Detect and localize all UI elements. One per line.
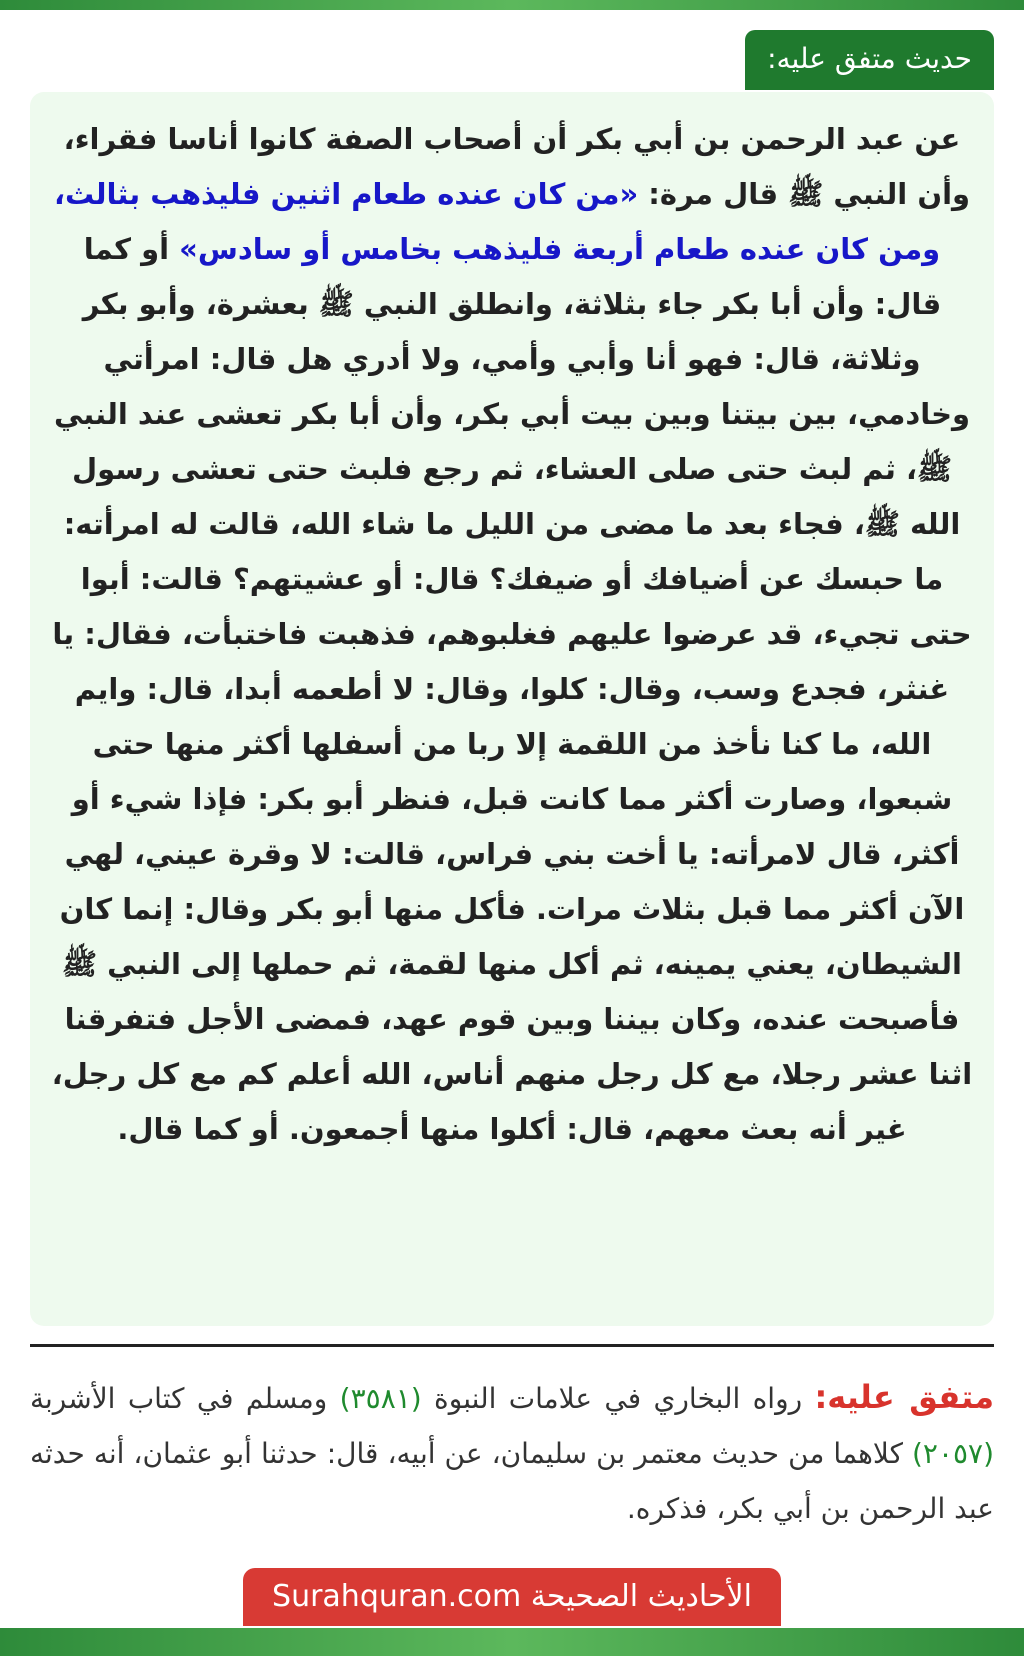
bottom-decor-bar	[0, 1628, 1024, 1656]
muslim-number: (٢٠٥٧)	[911, 1437, 994, 1470]
source-text-3: كلاهما من حديث معتمر بن سليمان، عن أبيه، قال: حدثنا أبو عثمان، أنه حدثه عبد الرحمن بن أبي بكر، فذكره.	[30, 1437, 994, 1525]
source-label: متفق عليه:	[814, 1378, 995, 1416]
source-text-2: ومسلم في كتاب الأشربة	[30, 1382, 340, 1415]
bukhari-number: (٣٥٨١)	[339, 1382, 422, 1415]
source-text-1: رواه البخاري في علامات النبوة	[421, 1382, 815, 1415]
hadith-quote: «من كان عنده طعام اثنين فليذهب بثالث، ومن كان عنده طعام أربعة فليذهب بخامس أو سادس»	[53, 177, 941, 266]
hadith-body: أو كما قال: وأن أبا بكر جاء بثلاثة، وانطلق النبي ﷺ بعشرة، وأبو بكر وثلاثة، قال: فهو أنا وأبي وأمي، ولا أدري هل قال: امرأتي وخادمي، بين بيتنا وبين بيت أبي بكر، وأن أبا بكر تعشى عند النبي ﷺ، ثم لبث حتى صلى العشاء، ثم رجع فلبث حتى تعشى رسول الله ﷺ، فجاء بعد ما مضى من الليل ما شاء الله، قالت له امرأته: ما حبسك عن أضيافك أو ضيفك؟ قال: أو عشيتهم؟ قالت: أبوا حتى تجيء، قد عرضوا عليهم فغلبوهم، فذهبت فاختبأت، فقال: يا غنثر، فجدع وسب، وقال: كلوا، وقال: لا أطعمه أبدا، قال: وايم الله، ما كنا نأخذ من اللقمة إلا ربا من أسفلها أكثر منها حتى شبعوا، وصارت أكثر مما كانت قبل، فنظر أبو بكر: فإذا شيء أو أكثر، قال لامرأته: يا أخت بني فراس، قالت: لا وقرة عيني، لهي الآن أكثر مما قبل بثلاث مرات. فأكل منها أبو بكر وقال: إنما كان الشيطان، يعني يمينه، ثم أكل منها لقمة، ثم حملها إلى النبي ﷺ فأصبحت عنده، وكان بيننا وبين قوم عهد، فمضى الأجل فتفرقنا اثنا عشر رجلا، مع كل رجل منهم أناس، الله أعلم كم مع كل رجل، غير أنه بعث معهم، قال: أكلوا منها أجمعون. أو كما قال.	[51, 232, 973, 1146]
source-reference	[30, 1370, 994, 1536]
hadith-box	[30, 92, 994, 1326]
site-link-button[interactable]: الأحاديث الصحيحة Surahquran.com	[243, 1568, 781, 1626]
divider	[30, 1344, 994, 1347]
top-decor-bar	[0, 0, 1024, 10]
hadith-text	[48, 112, 976, 1157]
section-title-badge: حديث متفق عليه:	[745, 30, 994, 90]
hadith-intro: عن عبد الرحمن بن أبي بكر أن أصحاب الصفة كانوا أناسا فقراء، وأن النبي ﷺ قال مرة:	[63, 122, 971, 211]
